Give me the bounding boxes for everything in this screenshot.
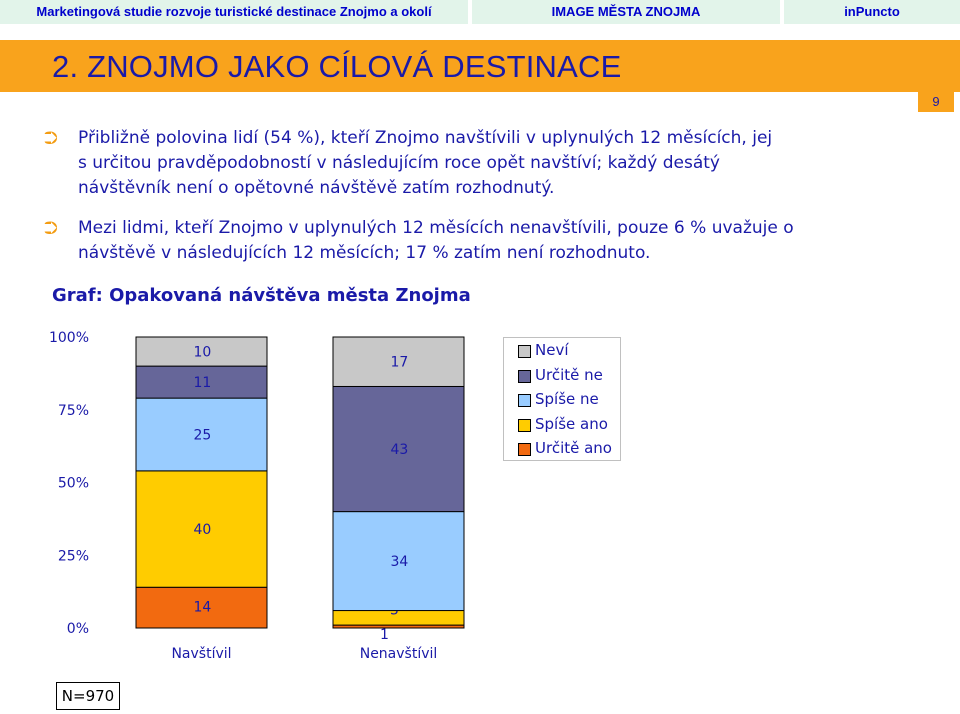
y-tick-label: 0% (66, 621, 89, 637)
graph-title: Graf: Opakovaná návštěva města Znojma (52, 285, 471, 306)
data-label: 10 (193, 344, 212, 361)
legend-swatch (518, 345, 531, 358)
data-label: 1 (380, 627, 389, 644)
legend-label: Spíše ne (535, 390, 599, 408)
y-tick-label: 25% (57, 548, 89, 565)
bullet-2-line-2: návštěvě v následujících 12 měsících; 17 % zatím není rozhodnuto. (78, 243, 651, 263)
bullet-2 (44, 216, 924, 266)
page-number: 9 (918, 90, 954, 112)
y-tick-label: 50% (57, 475, 89, 492)
y-tick-label: 100% (48, 330, 89, 346)
y-tick-label: 75% (57, 402, 89, 419)
arrow-bullet-icon: ⮊ (44, 218, 58, 239)
legend-label: Určitě ano (535, 439, 612, 457)
bullet-1-line-3: návštěvník není o opětovné návštěvě zatím rozhodnutý. (78, 178, 555, 198)
header-company: inPuncto (784, 0, 960, 24)
legend-label: Spíše ano (535, 414, 608, 433)
data-label: 14 (193, 599, 212, 616)
category-label: Nenavštívil (359, 646, 438, 662)
page-title: 2. ZNOJMO JAKO CÍLOVÁ DESTINACE (52, 49, 622, 84)
arrow-bullet-icon: ⮊ (44, 128, 58, 149)
data-label: 34 (390, 554, 409, 571)
legend-swatch (518, 419, 531, 432)
header-section: IMAGE MĚSTA ZNOJMA (472, 0, 780, 24)
header-bar (0, 0, 960, 26)
legend-swatch (518, 443, 531, 456)
bullet-1 (44, 126, 924, 201)
bullet-2-line-1: Mezi lidmi, kteří Znojmo v uplynulých 12 měsících nenavštívili, pouze 6 % uvažuje o (78, 218, 794, 238)
category-label: Navštívil (171, 646, 232, 662)
chart-legend (503, 337, 621, 461)
data-label: 25 (193, 427, 212, 444)
legend-swatch (518, 370, 531, 383)
data-label: 11 (193, 375, 212, 392)
title-bar (0, 40, 960, 92)
bullet-1-line-2: s určitou pravděpodobností v následujícím roce opět navštíví; každý desátý (78, 153, 720, 173)
legend-swatch (518, 394, 531, 407)
data-label: 40 (193, 522, 212, 539)
header-study-title: Marketingová studie rozvoje turistické destinace Znojmo a okolí (0, 0, 468, 24)
legend-label: Neví (535, 341, 569, 359)
stacked-bar-chart (0, 320, 500, 670)
sample-size: N=970 (56, 682, 120, 710)
data-label: 17 (390, 354, 409, 371)
bullet-1-line-1: Přibližně polovina lidí (54 %), kteří Znojmo navštívili v uplynulých 12 měsících, jej (78, 128, 773, 148)
legend-label: Určitě ne (535, 365, 603, 384)
data-label: 43 (390, 442, 409, 459)
